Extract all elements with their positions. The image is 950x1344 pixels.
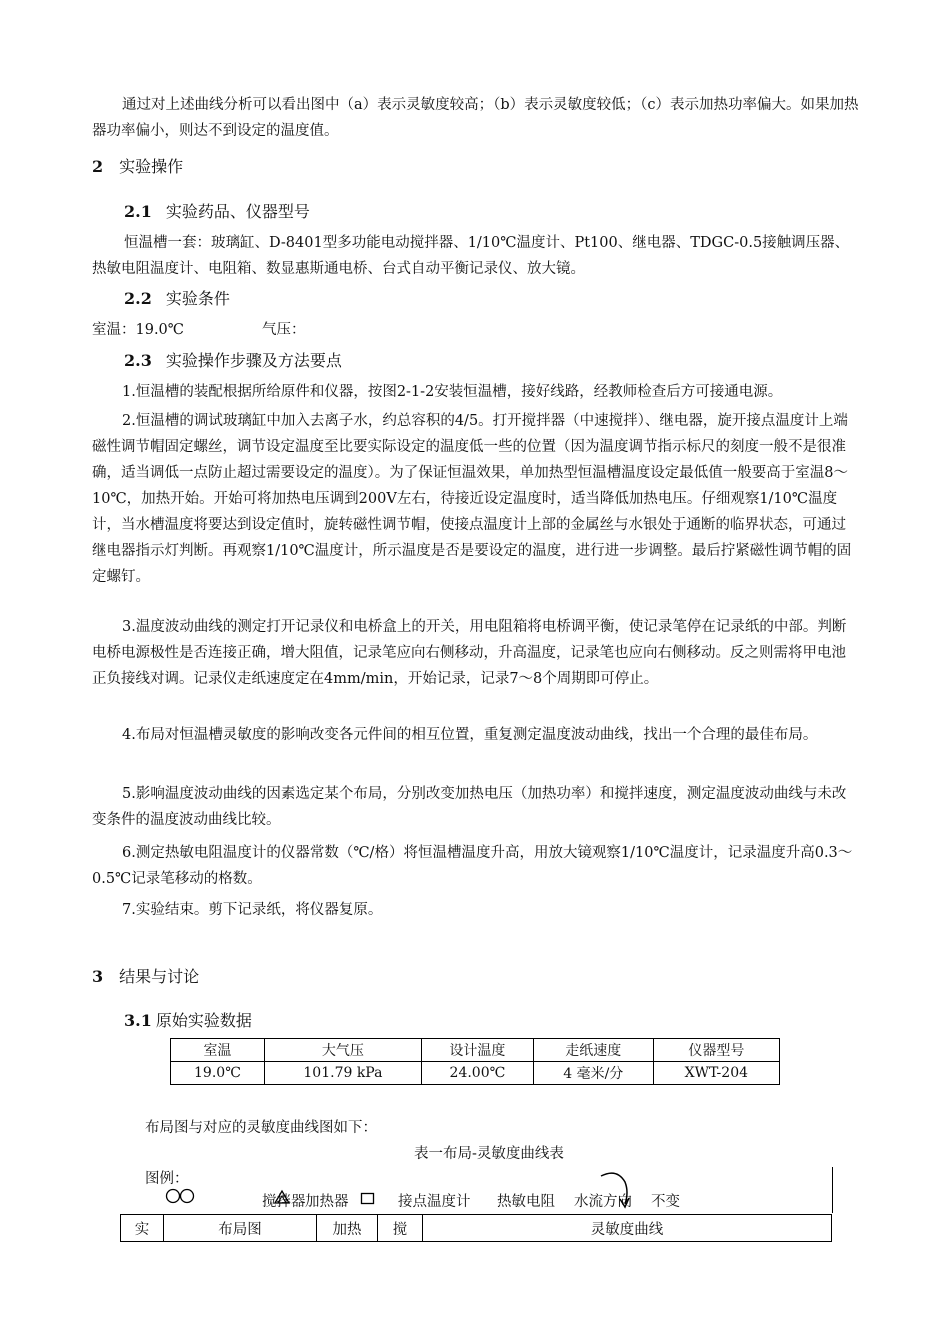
step-1: 1.恒温槽的装配根据所给原件和仪器，按图2-1-2安装恒温槽，接好线路，经教师检查后方可接通电源。 (122, 384, 783, 400)
air-pressure: 气压： (262, 322, 306, 338)
section-title: 实验操作 (119, 157, 184, 176)
heater-symbol-icon (272, 1188, 292, 1206)
table-header-cell: 室温 (171, 1039, 265, 1062)
step-2: 2.恒温槽的调试玻璃缸中加入去离子水，约总容积的4/5。打开搅拌器（中速搅拌）、继电器，旋开接点温度计上端磁性调节帽固定螺丝，调节设定温度至比要实际设定的温度低一些的位置（因为温度调节指示标尺的刻度一般不是很准确，适当调低一点防止超过需要设定的温度）。为了保证恒温效果，单加热型恒温槽温度设定最低值一般要高于室温8～10℃，加热开始。开始可将加热电压调到200V左右，待接近设定温度时，适当降低加热电压。仔细观察1/10℃温度计，当水槽温度将要达到设定值时，旋转磁性调节帽，使接点温度计上部的金属丝与水银处于通断的临界状态，可通过继电器指示灯判断。再观察1/10℃温度计，所示温度是否是要设定的温度，进行进一步调整。最后拧紧磁性调节帽的固定螺钉。 (92, 413, 852, 585)
instrument-list: 恒温槽一套：玻璃缸、D-8401型多功能电动搅拌器、1/10℃温度计、Pt100、继电器、TDGC-0.5接触调压器、热敏电阻温度计、电阻箱、数显惠斯通电桥、台式自动平衡记录仪、放大镜。 (92, 235, 850, 277)
section-2-heading (92, 154, 183, 177)
section-2-1-heading (124, 199, 310, 222)
table-cell: XWT-204 (653, 1062, 779, 1085)
table-header-cell: 设计温度 (421, 1039, 533, 1062)
raw-data-table (170, 1038, 780, 1085)
step-5: 5.影响温度波动曲线的因素选定某个布局，分别改变加热电压（加热功率）和搅拌速度，测定温度波动曲线与未改变条件的温度波动曲线比较。 (92, 786, 847, 828)
table-header-cell: 大气压 (264, 1039, 421, 1062)
section-title: 原始实验数据 (155, 1011, 252, 1030)
legend-stirrer: 搅拌器 (262, 1194, 306, 1210)
table-cell: 4 毫米/分 (533, 1062, 653, 1085)
section-number: 3 (92, 967, 104, 986)
layout-table-caption: 表一布局-灵敏度曲线表 (414, 1146, 564, 1162)
step-3: 3.温度波动曲线的测定打开记录仪和电桥盒上的开关，用电阻箱将电桥调平衡，使记录笔停在记录纸的中部。判断电桥电源极性是否连接正确，增大阻值，记录笔应向右侧移动，升高温度，记录笔也应向右侧移动。反之则需将甲电池正负接线对调。记录仪走纸速度定在4mm/min，开始记录，记录7～8个周期即可停止。 (92, 619, 847, 687)
section-number: 2 (92, 157, 104, 176)
step-6: 6.测定热敏电阻温度计的仪器常数（℃/格）将恒温槽温度升高，用放大镜观察1/10℃温度计，记录温度升高0.3～0.5℃记录笔移动的格数。 (92, 845, 853, 887)
table-header-cell: 仪器型号 (653, 1039, 779, 1062)
section-2-3-heading (124, 348, 342, 371)
legend-thermistor: 热敏电阻 (497, 1194, 555, 1210)
section-number: 3.1 (124, 1011, 152, 1030)
step-4: 4.布局对恒温槽灵敏度的影响改变各元件间的相互位置，重复测定温度波动曲线，找出一个合理的最佳布局。 (122, 727, 818, 743)
section-title: 实验药品、仪器型号 (165, 202, 310, 221)
layout-sensitivity-table (120, 1214, 832, 1242)
contact-thermometer-symbol-icon (360, 1192, 376, 1206)
table-cell: 24.00℃ (421, 1062, 533, 1085)
legend-label: 图例： (145, 1171, 189, 1187)
legend-water-flow: 水流方向 (574, 1194, 632, 1210)
table-header-cell: 搅 (378, 1215, 423, 1242)
section-2-2-heading (124, 286, 230, 309)
section-title: 结果与讨论 (119, 967, 200, 986)
section-number: 2.2 (124, 289, 152, 308)
section-number: 2.3 (124, 351, 152, 370)
section-3-1-heading (124, 1008, 252, 1031)
legend-area (120, 1167, 833, 1213)
table-row (171, 1062, 780, 1085)
table-header-cell: 实 (121, 1215, 164, 1242)
section-title: 实验操作步骤及方法要点 (165, 351, 342, 370)
section-3-heading (92, 964, 199, 987)
table-header-cell: 加热 (317, 1215, 378, 1242)
stirrer-symbol-icon (164, 1187, 198, 1205)
table-header-cell: 走纸速度 (533, 1039, 653, 1062)
legend-unchanged: 不变 (651, 1194, 680, 1210)
intro-paragraph: 通过对上述曲线分析可以看出图中（a）表示灵敏度较高；（b）表示灵敏度较低；（c）表示加热功率偏大。如果加热器功率偏小，则达不到设定的温度值。 (92, 97, 859, 139)
section-title: 实验条件 (165, 289, 230, 308)
table-header-cell: 布局图 (164, 1215, 317, 1242)
step-7: 7.实验结束。剪下记录纸，将仪器复原。 (122, 902, 383, 918)
table-header-cell: 灵敏度曲线 (423, 1215, 832, 1242)
table-cell: 19.0℃ (171, 1062, 265, 1085)
legend-contact-thermometer: 接点温度计 (398, 1194, 471, 1210)
section-number: 2.1 (124, 202, 152, 221)
layout-intro-text: 布局图与对应的灵敏度曲线图如下： (145, 1120, 377, 1136)
water-flow-arrow-icon (597, 1168, 637, 1212)
room-temperature: 室温：19.0℃ (92, 322, 185, 338)
table-header-row (121, 1215, 832, 1242)
table-cell: 101.79 kPa (264, 1062, 421, 1085)
legend-heater: 加热器 (305, 1194, 349, 1210)
table-header-row (171, 1039, 780, 1062)
